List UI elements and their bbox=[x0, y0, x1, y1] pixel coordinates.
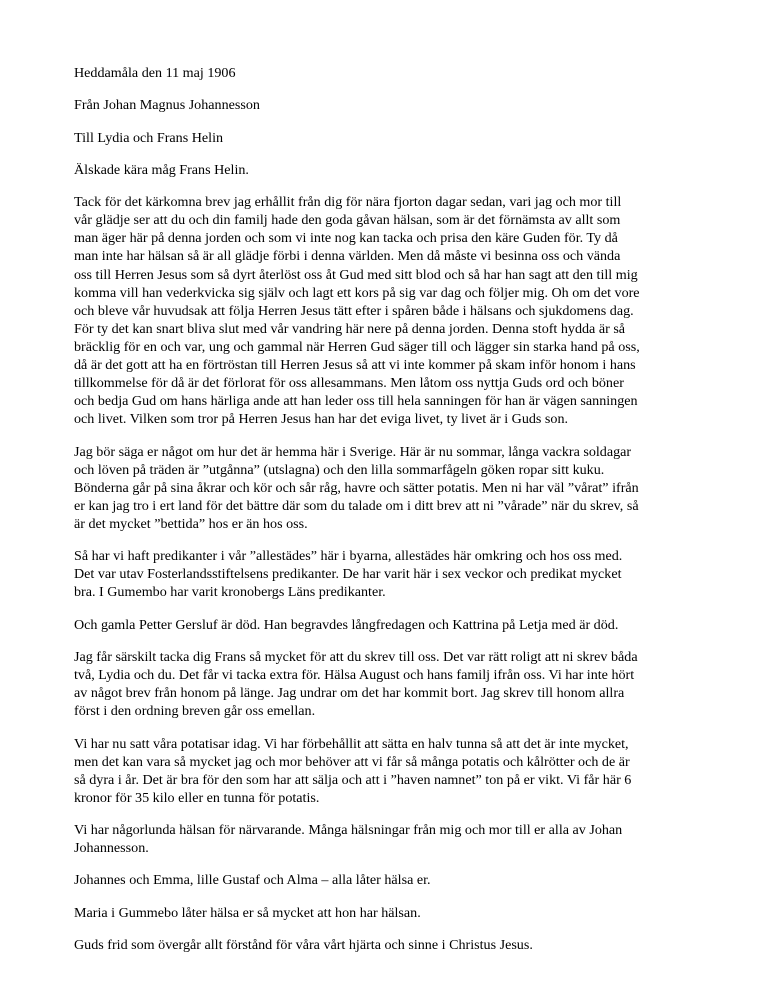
letter-text-line: man äger här på denna jorden och som vi inte nog kan tacka och prisa den käre Guden för. Ty då bbox=[74, 230, 618, 247]
letter-text-line: och löven på träden är ”utgånna” (utslagna) och den lilla sommarfågeln göken ropar sitt kuku. bbox=[74, 461, 605, 478]
letter-body bbox=[74, 193, 698, 954]
letter-text-line: er kan jag tro i ert land för det bättre där som du talade om i ditt brev att ni ”vårade” när du skrev, så bbox=[74, 497, 639, 514]
letter-text-line: Guds frid som övergår allt förstånd för våra vårt hjärta och sinne i Christus Jesus. bbox=[74, 937, 533, 953]
letter-text-line: För ty det kan snart bliva slut med vår vandring här nere på denna jorden. Denna stoft hydda är så bbox=[74, 320, 626, 337]
letter-text-line: Vi har nu satt våra potatisar idag. Vi har förbehållit att sätta en halv tunna så att det är inte mycket, bbox=[74, 735, 629, 752]
letter-text-line: Bönderna går på sina åkrar och kör och sår råg, havre och sätter potatis. Men ni har väl ”vårat” ifrån bbox=[74, 479, 639, 496]
letter-text-line: av något brev från honom på länge. Jag undrar om det har kommit bort. Jag skrev till honom allra bbox=[74, 685, 625, 702]
letter-text-line: är det mycket ”bettida” hos er än hos oss. bbox=[74, 515, 308, 532]
letter-text-line: Jag får särskilt tacka dig Frans så mycket för att du skrev till oss. Det var rätt roligt att ni skrev båda bbox=[74, 648, 638, 665]
letter-text-line: först i den ordning breven går oss emellan. bbox=[74, 703, 316, 720]
letter-text-line: två, Lydia och du. Det får vi tacka extra för. Hälsa August och hans familj ifrån oss. Vi har inte hört bbox=[74, 667, 635, 684]
letter-paragraph bbox=[74, 936, 698, 954]
letter-paragraph bbox=[74, 616, 698, 634]
letter-text-line: Det var utav Fosterlandsstiftelsens predikanter. De har varit här i sex veckor och predikat mycket bbox=[74, 566, 622, 583]
letter-from-line: Från Johan Magnus Johannesson bbox=[74, 97, 260, 114]
letter-paragraph bbox=[74, 547, 698, 601]
letter-text-line: man inte har hälsan så är all glädje förbi i denna världen. Men då måste vi besinna oss och vända bbox=[74, 248, 621, 265]
letter-text-line: så dyra i år. Det är bra för den som har att sälja och att i ”haven namnet” ton på er vikt. Vi får här 6 bbox=[74, 771, 632, 788]
letter-text-line: då är det gott att ha en förtröstan till Herren Jesus så att vi inte kommer på skam inför honom i hans bbox=[74, 356, 636, 373]
letter-text-line: Johannes och Emma, lille Gustaf och Alma – alla låter hälsa er. bbox=[74, 872, 431, 889]
letter-paragraph bbox=[74, 443, 698, 533]
letter-date-line: Heddamåla den 11 maj 1906 bbox=[74, 65, 236, 81]
letter-text-line: Och gamla Petter Gersluf är död. Han begravdes långfredagen och Kattrina på Letja med är död. bbox=[74, 616, 619, 633]
letter-text-line: kronor för 35 kilo eller en tunna för potatis. bbox=[74, 789, 320, 806]
letter-paragraph bbox=[74, 821, 698, 857]
letter-text-line: och bedja Gud om hans härliga ande att han leder oss till hela sanningen för han är vägen sanningen bbox=[74, 393, 638, 410]
letter-text-line: men det kan vara så mycket jag och mor behöver att vi får så många potatis och kålrötter och de är bbox=[74, 753, 630, 770]
letter-text-line: Vi har någorlunda hälsan för närvarande. Många hälsningar från mig och mor till er alla av Johan bbox=[74, 822, 623, 839]
letter-page bbox=[74, 64, 698, 968]
letter-paragraph bbox=[74, 904, 698, 922]
letter-text-line: Johannesson. bbox=[74, 840, 149, 857]
letter-text-line: Maria i Gummebo låter hälsa er så mycket att hon har hälsan. bbox=[74, 904, 421, 921]
letter-text-line: komma vill han vederkvicka sig själv och lagt ett kors på sig var dag och följer mig. Oh om det vore bbox=[74, 284, 640, 301]
letter-text-line: Jag bör säga er något om hur det är hemma här i Sverige. Här är nu sommar, långa vackra soldagar bbox=[74, 443, 632, 460]
letter-paragraph bbox=[74, 735, 698, 807]
letter-paragraph bbox=[74, 871, 698, 889]
letter-text-line: Så har vi haft predikanter i vår ”allestädes” här i byarna, allestädes här omkring och hos oss med. bbox=[74, 548, 623, 565]
letter-text-line: och bleve vår huvudsak att följa Herren Jesus tätt efter i spåren både i hälsans och sjukdomens dag. bbox=[74, 302, 634, 319]
letter-text-line: tillkommelse för då är det förlorat för oss allesammans. Men låtom oss nyttja Guds ord och böner bbox=[74, 375, 624, 392]
letter-to-line: Till Lydia och Frans Helin bbox=[74, 129, 224, 146]
letter-text-line: vår glädje ser att du och din familj hade den goda gåvan hälsan, som är det förnämsta av allt som bbox=[74, 212, 621, 229]
letter-salutation: Älskade kära måg Frans Helin. bbox=[74, 161, 249, 178]
letter-text-line: oss till Herren Jesus som så dyrt återlöst oss åt Gud med sitt blod och så har han sagt att den till mig bbox=[74, 266, 638, 283]
letter-text-line: bräcklig för en och var, ung och gammal när Herren Gud säger till och lägger sin starka hand på oss, bbox=[74, 338, 640, 355]
letter-paragraph bbox=[74, 193, 698, 428]
letter-paragraph bbox=[74, 648, 698, 720]
letter-text-line: och livet. Vilken som tror på Herren Jesus han har det eviga livet, ty livet är i Guds son. bbox=[74, 411, 569, 428]
letter-text-line: bra. I Gumembo har varit kronobergs Läns predikanter. bbox=[74, 584, 386, 601]
letter-text-line: Tack för det kärkomna brev jag erhållit från dig för nära fjorton dagar sedan, vari jag och mor till bbox=[74, 194, 622, 211]
